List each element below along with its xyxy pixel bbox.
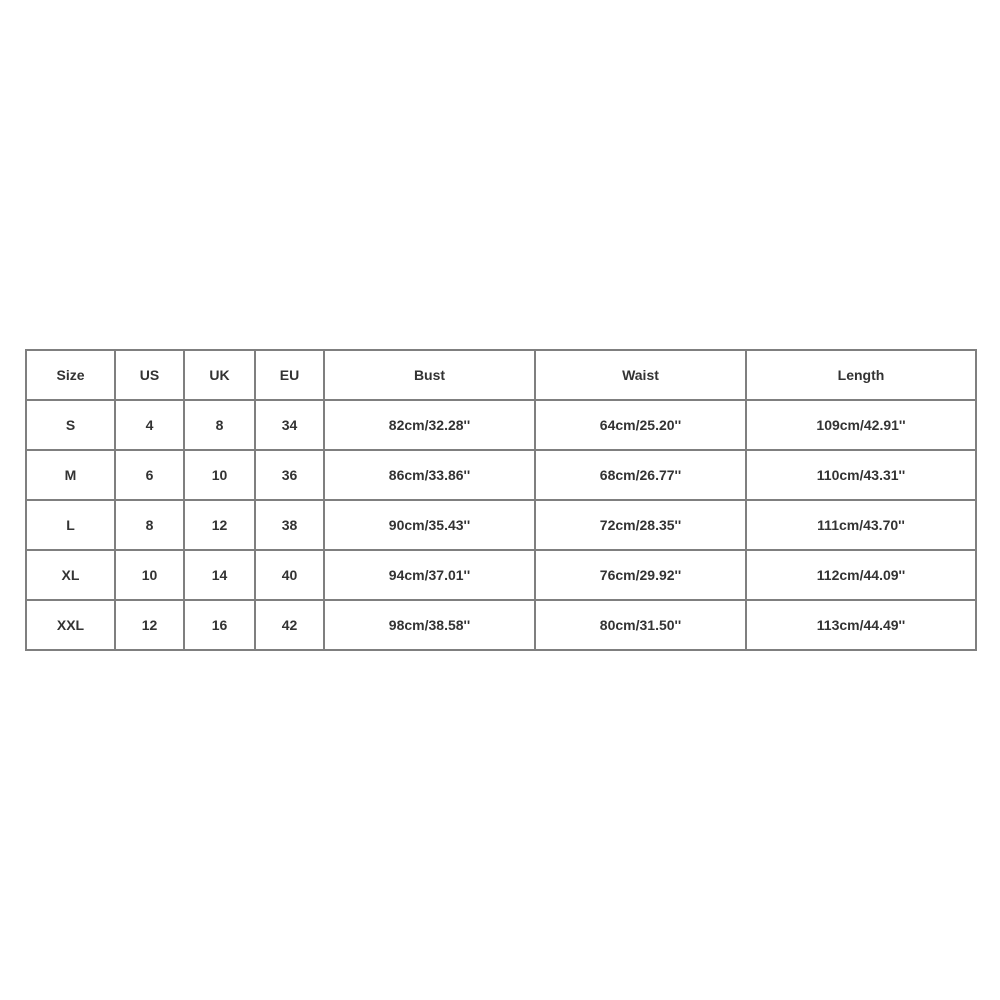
- table-row: [26, 600, 976, 650]
- cell-uk: 14: [184, 550, 255, 600]
- header-waist: Waist: [535, 350, 746, 400]
- cell-uk: 12: [184, 500, 255, 550]
- cell-length: 110cm/43.31'': [746, 450, 976, 500]
- cell-us: 12: [115, 600, 184, 650]
- cell-length: 113cm/44.49'': [746, 600, 976, 650]
- header-uk: UK: [184, 350, 255, 400]
- cell-uk: 8: [184, 400, 255, 450]
- cell-waist: 76cm/29.92'': [535, 550, 746, 600]
- table-row: [26, 400, 976, 450]
- cell-eu: 40: [255, 550, 324, 600]
- cell-bust: 82cm/32.28'': [324, 400, 535, 450]
- header-bust: Bust: [324, 350, 535, 400]
- cell-size: XL: [26, 550, 115, 600]
- cell-length: 112cm/44.09'': [746, 550, 976, 600]
- cell-eu: 38: [255, 500, 324, 550]
- cell-us: 8: [115, 500, 184, 550]
- cell-us: 6: [115, 450, 184, 500]
- cell-uk: 10: [184, 450, 255, 500]
- table-row: [26, 500, 976, 550]
- header-us: US: [115, 350, 184, 400]
- header-size: Size: [26, 350, 115, 400]
- cell-length: 111cm/43.70'': [746, 500, 976, 550]
- cell-length: 109cm/42.91'': [746, 400, 976, 450]
- header-length: Length: [746, 350, 976, 400]
- cell-size: M: [26, 450, 115, 500]
- cell-eu: 34: [255, 400, 324, 450]
- cell-uk: 16: [184, 600, 255, 650]
- cell-size: L: [26, 500, 115, 550]
- cell-bust: 94cm/37.01'': [324, 550, 535, 600]
- table-row: [26, 450, 976, 500]
- size-chart-table: [25, 349, 977, 651]
- header-eu: EU: [255, 350, 324, 400]
- cell-waist: 64cm/25.20'': [535, 400, 746, 450]
- cell-waist: 68cm/26.77'': [535, 450, 746, 500]
- table-header-row: [26, 350, 976, 400]
- cell-waist: 80cm/31.50'': [535, 600, 746, 650]
- cell-bust: 86cm/33.86'': [324, 450, 535, 500]
- cell-bust: 98cm/38.58'': [324, 600, 535, 650]
- cell-us: 4: [115, 400, 184, 450]
- table-row: [26, 550, 976, 600]
- cell-size: XXL: [26, 600, 115, 650]
- cell-us: 10: [115, 550, 184, 600]
- cell-eu: 36: [255, 450, 324, 500]
- cell-size: S: [26, 400, 115, 450]
- cell-eu: 42: [255, 600, 324, 650]
- cell-bust: 90cm/35.43'': [324, 500, 535, 550]
- cell-waist: 72cm/28.35'': [535, 500, 746, 550]
